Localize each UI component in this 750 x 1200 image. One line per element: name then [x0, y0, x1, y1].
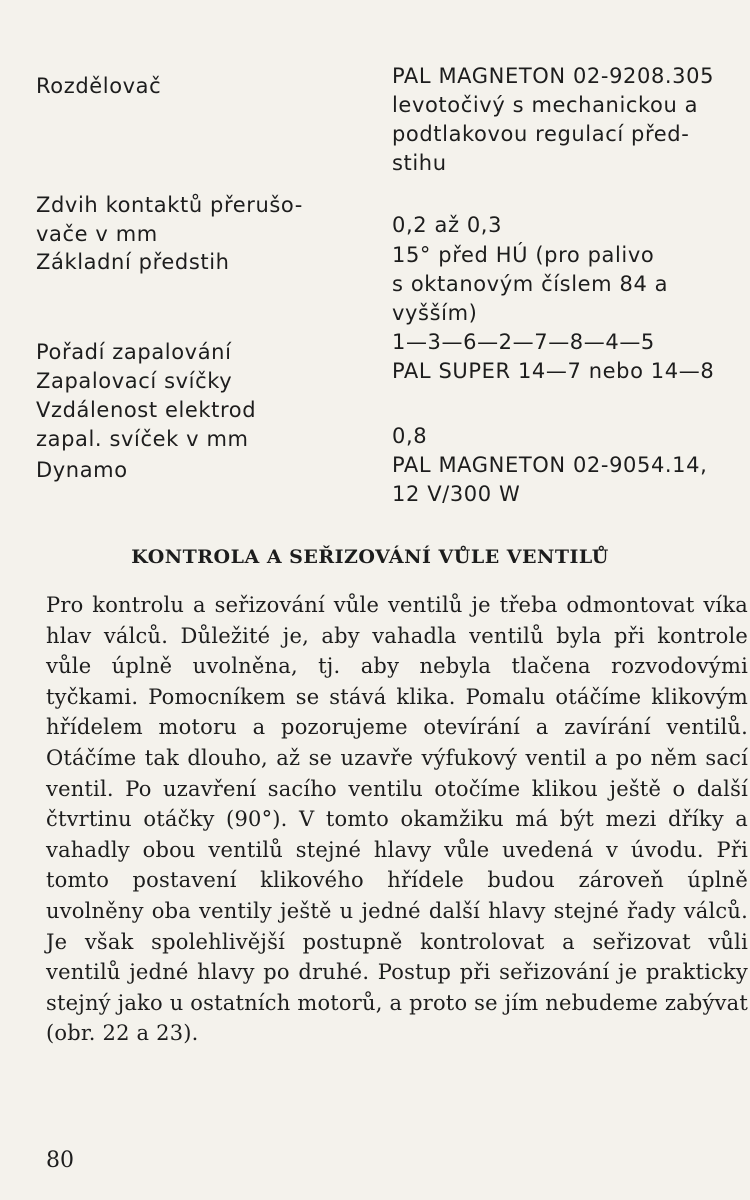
spec-label-electrode-gap: Vzdálenost elektrod zapal. svíček v mm	[36, 398, 257, 451]
body-paragraph: Pro kontrolu a seřizování vůle ventilů je třeba odmontovat víka hlav válců. Důležité je, aby vahadla ventilů byla při kontrole vůle úplně uvolněna, tj. aby nebyla tlačena rozvodovými tyčkami. Pomocníkem se stává klika. Pomalu otáčíme klikovým hřídelem motoru a pozorujeme otevírání a zavírání ventilů. Otáčíme tak dlouho, až se uzavře výfukový ventil a po něm sací ventil. Po uzavření sacího ventilu otočíme klikou ještě o další čtvrtinu otáčky (90°). V tomto okamžiku má být mezi dříky a vahadly obou ventilů stejné hlavy vůle uvedená v úvodu. Při tomto postavení klikového hřídele budou zároveň úplně uvolněny oba ventily ještě u jedné další hlavy stejné řady válců. Je však spolehlivější postupně kontrolovat a seřizovat vůli ventilů jedné hlavy po druhé. Postup při seřizování je prakticky stejný jako u ostatních motorů, a proto se jím nebudeme zabývat (obr. 22 a 23).	[46, 593, 748, 1046]
spec-value-spark-plugs: PAL SUPER 14—7 nebo 14—8	[392, 359, 715, 383]
spec-label-dynamo: Dynamo	[36, 458, 128, 482]
spec-label-contact-gap: Zdvih kontaktů přerušo- vače v mm	[36, 193, 303, 246]
spec-value-base-timing: 15° před HÚ (pro palivo s oktanovým číslem 84 a vyšším)	[392, 243, 669, 325]
spec-value-dynamo: PAL MAGNETON 02-9054.14, 12 V/300 W	[392, 453, 708, 506]
section-title: KONTROLA A SEŘIZOVÁNÍ VŮLE VENTILŮ	[131, 546, 609, 568]
spec-label-base-timing: Základní předstih	[36, 250, 230, 274]
spec-label-spark-plugs: Zapalovací svíčky	[36, 369, 233, 393]
spec-label-firing-order: Pořadí zapalování	[36, 340, 232, 364]
page-number: 80	[46, 1148, 74, 1173]
spec-value-distributor: PAL MAGNETON 02-9208.305 levotočivý s mechanickou a podtlakovou regulací před- stihu	[392, 64, 715, 175]
spec-value-contact-gap: 0,2 až 0,3	[392, 213, 503, 237]
spec-value-electrode-gap: 0,8	[392, 424, 428, 448]
spec-value-firing-order: 1—3—6—2—7—8—4—5	[392, 330, 655, 354]
spec-label-distributor: Rozdělovač	[36, 74, 162, 98]
